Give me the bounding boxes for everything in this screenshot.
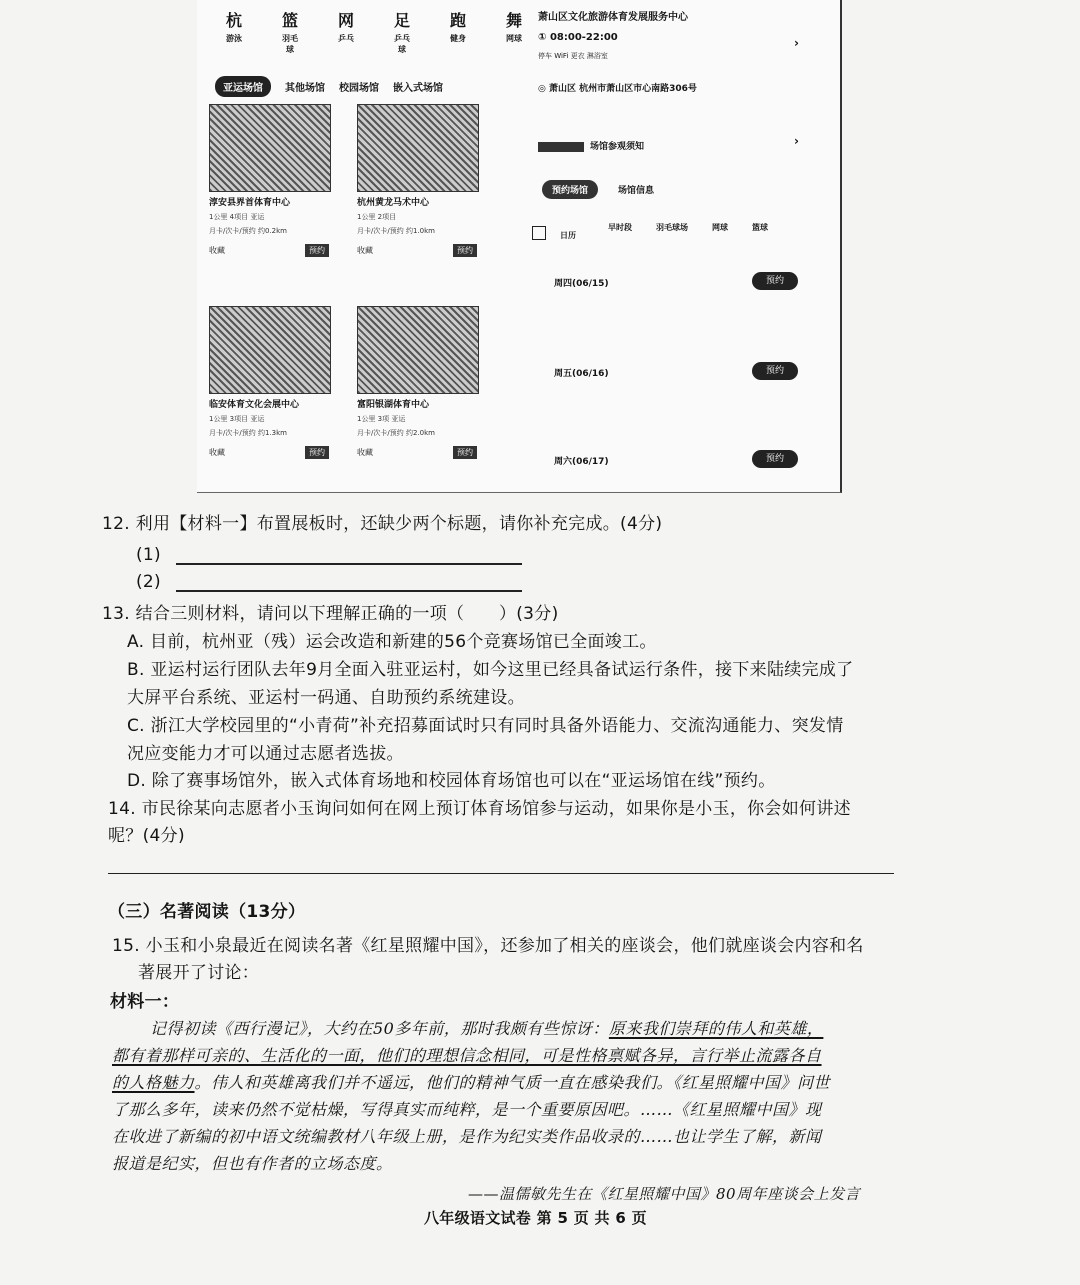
material-text-line-6: 报道是纪实，但也有作者的立场态度。 (112, 1154, 393, 1173)
underlined-text: 原来我们崇拜的伟人和英雄， (608, 1019, 824, 1038)
material-text: 。伟人和英雄离我们并不遥远，他们的精神气质一直在感染我们。《红星照耀中国》问世 (194, 1073, 831, 1092)
visit-notice (538, 139, 644, 152)
section-heading: （三）名著阅读（13分） (108, 902, 306, 922)
option-c-line-2: 况应变能力才可以通过志愿者选拔。 (127, 744, 404, 764)
venue-distance: 月卡/次卡/预约 约1.3km (209, 429, 287, 437)
venue-card (209, 104, 329, 257)
favorite-label: 收藏 (357, 448, 373, 457)
option-b-line-2: 大屏平台系统、亚运村一码通、自助预约系统建设。 (127, 688, 525, 708)
day-reserve-button: 预约 (752, 362, 798, 380)
sport-category-fitness: 跑 健身 (449, 11, 466, 43)
question-15-line-2: 著展开了讨论： (138, 963, 260, 983)
tab-venue-info: 场馆信息 (618, 186, 655, 196)
material-text-line-1 (150, 1016, 823, 1039)
venue-meta: 1公里 3项 亚运 (357, 415, 406, 423)
question-13: 13. 结合三则材料，请问以下理解正确的一项（ ）(3分) (102, 604, 559, 624)
venue-name: 富阳银湖体育中心 (357, 400, 430, 410)
venue-distance: 月卡/次卡/预约 约1.0km (357, 227, 435, 235)
option-a: A. 目前，杭州亚（残）运会改造和新建的56个竞赛场馆已全面竣工。 (127, 632, 657, 652)
tab-campus-venues: 校园场馆 (339, 83, 379, 94)
favorite-label: 收藏 (209, 448, 225, 457)
answer-label-1: (1) (136, 545, 161, 565)
reserve-button: 预约 (305, 446, 329, 459)
filter-option: 篮球 (752, 223, 768, 232)
venue-card (357, 306, 477, 459)
venue-name: 淳安县界首体育中心 (209, 198, 291, 208)
venue-meta: 1公里 2项目 (357, 213, 397, 221)
favorite-label: 收藏 (357, 246, 373, 255)
chevron-right-icon: › (794, 134, 799, 148)
venue-card (357, 104, 477, 257)
venue-detail-title: 萧山区文化旅游体育发展服务中心 (538, 12, 688, 23)
venue-type-tabs (215, 76, 443, 97)
material-source: ——温儒敏先生在《红星照耀中国》80周年座谈会上发言 (468, 1185, 861, 1203)
question-14-line-1: 14. 市民徐某向志愿者小玉询问如何在网上预订体育场馆参与运动，如果你是小玉，你会如何讲述 (108, 799, 851, 819)
venue-distance: 月卡/次卡/预约 约0.2km (209, 227, 287, 235)
day-reserve-button: 预约 (752, 272, 798, 290)
sport-category-swim: 杭 游泳 (225, 11, 242, 43)
tab-embedded-venues: 嵌入式场馆 (393, 83, 443, 94)
filter-option: 羽毛球场 (656, 223, 688, 232)
question-14-line-2: 呢？(4分) (108, 826, 185, 846)
calendar-label: 日历 (560, 231, 576, 240)
venue-photo (357, 104, 479, 192)
venue-name: 临安体育文化会展中心 (209, 400, 300, 410)
venue-distance: 月卡/次卡/预约 约2.0km (357, 429, 435, 437)
venue-card (209, 306, 329, 459)
facility-list: 停车 WiFi 更衣 淋浴室 (538, 52, 608, 60)
calendar-icon (532, 226, 546, 240)
venue-meta: 1公里 3项目 亚运 (209, 415, 265, 423)
material-text-line-5: 在收进了新编的初中语文统编教材八年级上册，是作为纪实类作品收录的……也让学生了解，新闻 (112, 1127, 822, 1146)
option-d: D. 除了赛事场馆外，嵌入式体育场地和校园体育场馆也可以在“亚运场馆在线”预约。 (127, 771, 776, 791)
day-label: 周四(06/15) (554, 279, 609, 289)
sport-category-badminton: 篮 羽毛球 (281, 11, 298, 54)
favorite-label: 收藏 (209, 246, 225, 255)
venue-app-screenshot (197, 0, 842, 493)
venue-photo (357, 306, 479, 394)
option-c-line-1: C. 浙江大学校园里的“小青荷”补充招募面试时只有同时具备外语能力、交流沟通能力、突发情 (127, 716, 844, 736)
detail-tabs (542, 180, 654, 199)
chevron-right-icon: › (794, 36, 799, 50)
sport-category-pingpong: 网 乒乓 (337, 11, 354, 43)
question-12: 12. 利用【材料一】布置展板时，还缺少两个标题，请你补充完成。(4分) (102, 514, 663, 534)
material-text-line-4: 了那么多年，读来仍然不觉枯燥，写得真实而纯粹，是一个重要原因吧。……《红星照耀中国》现 (112, 1100, 822, 1119)
tab-reserve: 预约场馆 (542, 180, 598, 199)
venue-address: ◎ 萧山区 杭州市萧山区市心南路306号 (538, 84, 697, 94)
visit-notice-label: 场馆参观须知 (590, 142, 645, 152)
sport-category-table-tennis: 足 乒乓球 (393, 11, 410, 54)
reserve-button: 预约 (305, 244, 329, 257)
venue-photo (209, 104, 331, 192)
material-text: 记得初读《西行漫记》，大约在50多年前，那时我颇有些惊讶： (150, 1019, 609, 1038)
sport-category-tennis: 舞 网球 (505, 11, 522, 43)
question-15-line-1: 15. 小玉和小泉最近在阅读名著《红星照耀中国》，还参加了相关的座谈会，他们就座谈会内容和名 (112, 936, 864, 956)
reserve-button: 预约 (453, 446, 477, 459)
option-b-line-1: B. 亚运村运行团队去年9月全面入驻亚运村，如今这里已经具备试运行条件，接下来陆续完成了 (127, 660, 854, 680)
reserve-button: 预约 (453, 244, 477, 257)
venue-meta: 1公里 4项目 亚运 (209, 213, 265, 221)
page-footer: 八年级语文试卷 第 5 页 共 6 页 (424, 1209, 647, 1227)
answer-label-2: (2) (136, 572, 161, 592)
material-label: 材料一： (110, 992, 180, 1012)
filter-option: 早时段 (608, 223, 632, 232)
day-label: 周六(06/17) (554, 457, 609, 467)
day-label: 周五(06/16) (554, 369, 609, 379)
answer-line-1[interactable] (176, 563, 522, 565)
answer-line-2[interactable] (176, 590, 522, 592)
venue-name: 杭州黄龙马术中心 (357, 198, 430, 208)
opening-hours: ① 08:00-22:00 (538, 32, 618, 43)
day-reserve-button: 预约 (752, 450, 798, 468)
filter-option: 网球 (712, 223, 728, 232)
material-text-line-3 (112, 1070, 830, 1093)
venue-detail-panel (532, 0, 832, 490)
tab-other-venues: 其他场馆 (285, 83, 325, 94)
material-text-line-2: 都有着那样可亲的、生活化的一面，他们的理想信念相同，可是性格禀赋各异，言行举止流露各自 (112, 1046, 822, 1065)
venue-list-panel (205, 0, 522, 490)
venue-photo (209, 306, 331, 394)
answer-line-14[interactable] (108, 873, 894, 874)
underlined-text: 的人格魅力 (112, 1073, 195, 1092)
tab-asian-games-venues: 亚运场馆 (215, 76, 271, 97)
sport-category-bar (223, 8, 525, 55)
notice-badge (538, 142, 584, 152)
